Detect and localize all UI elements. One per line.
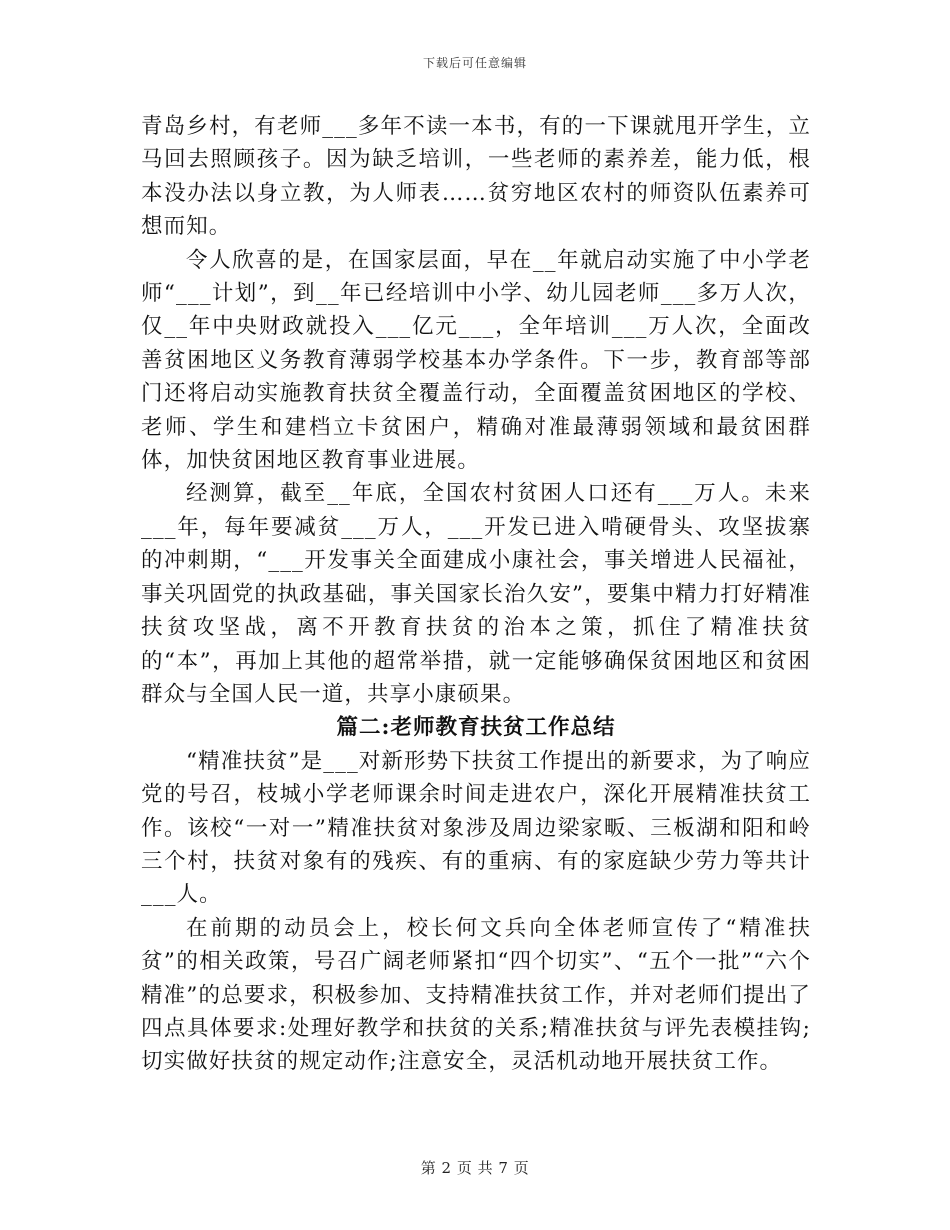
paragraph: 在前期的动员会上，校长何文兵向全体老师宣传了“精准扶贫”的相关政策，号召广阔老师紧扣“四个切实”、“五个一批”“六个精准”的总要求，积极参加、支持精准扶贫工作，并对老师们提出了四点具体要求:处理好教学和扶贫的关系;精准扶贫与评先表模挂钩;切实做好扶贫的规定动作;注意安全，灵活机动地开展扶贫工作。 [141,915,811,1075]
paragraph: 经测算，截至__年底，全国农村贫困人口还有___万人。未来___年，每年要减贫___万人，___开发已进入啃硬骨头、攻坚拔寨的冲刺期，“___开发事关全面建成小康社会，事关增进人民福祉，事关巩固党的执政基础，事关国家长治久安”，要集中精力打好精准扶贫攻坚战，离不开教育扶贫的治本之策，抓住了精准扶贫的“本”，再加上其他的超常举措，就一定能够确保贫困地区和贫困群众与全国人民一道，共享小康硕果。 [141,481,811,707]
paragraph-continued: 青岛乡村，有老师___多年不读一本书，有的一下课就甩开学生，立马回去照顾孩子。因为缺乏培训，一些老师的素养差，能力低，根本没办法以身立教，为人师表……贫穷地区农村的师资队伍素养可想而知。 [141,114,811,240]
page-number: 第 2 页 共 7 页 [420,1159,530,1177]
document-body [141,110,811,1079]
header-note: 下载后可任意编辑 [422,56,527,70]
paragraph: 令人欣喜的是，在国家层面，早在__年就启动实施了中小学老师“___计划”，到__年已经培训中小学、幼儿园老师___多万人次，仅__年中央财政就投入___亿元___，全年培训___万人次，全面改善贫困地区义务教育薄弱学校基本办学条件。下一步，教育部等部门还将启动实施教育扶贫全覆盖行动，全面覆盖贫困地区的学校、老师、学生和建档立卡贫困户，精确对准最薄弱领域和最贫困群体，加快贫困地区教育事业进展。 [141,247,811,474]
section-title: 篇二:老师教育扶贫工作总结 [336,715,616,741]
paragraph: “精准扶贫”是___对新形势下扶贫工作提出的新要求，为了响应党的号召，枝城小学老师课余时间走进农户，深化开展精准扶贫工作。该校“一对一”精准扶贫对象涉及周边梁家畈、三板湖和阳和岭三个村，扶贫对象有的残疾、有的重病、有的家庭缺少劳力等共计___人。 [141,748,811,908]
